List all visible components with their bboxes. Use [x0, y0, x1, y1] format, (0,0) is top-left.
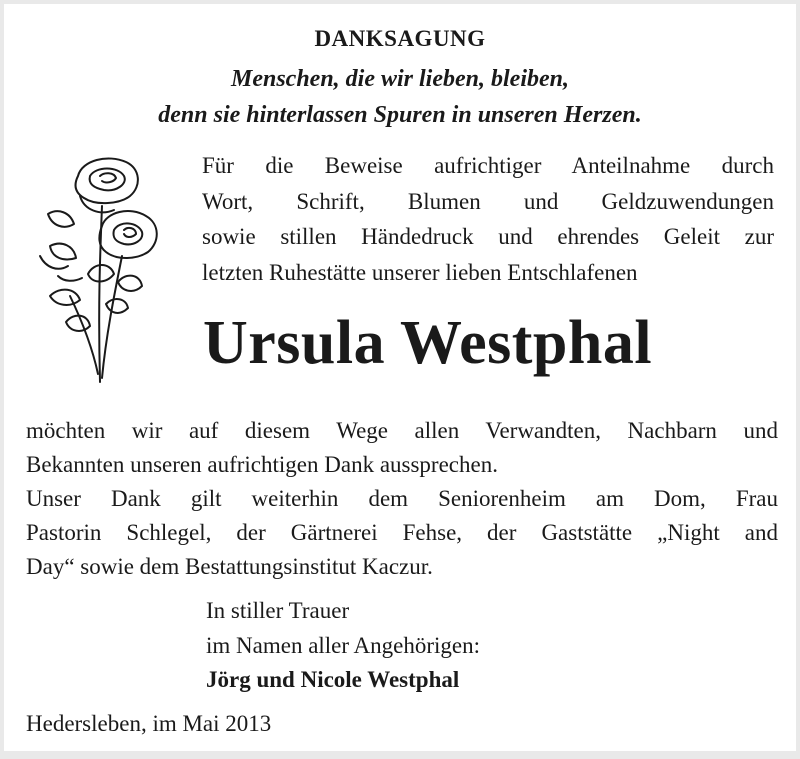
- place-date: Hedersleben, im Mai 2013: [26, 711, 272, 736]
- signoff-names: Jörg und Nicole Westphal: [206, 667, 460, 692]
- body-line-4: Pastorin Schlegel, der Gärtnerei Fehse, der Gaststätte „Night and: [26, 520, 778, 545]
- body-line-2: Bekannten unseren aufrichtigen Dank aussprechen.: [26, 452, 498, 477]
- intro-line-1: Für die Beweise aufrichtiger Anteilnahme durch: [202, 153, 774, 178]
- intro-line-3: sowie stillen Händedruck und ehrendes Geleit zur: [202, 224, 774, 249]
- motto-line-1: Menschen, die wir lieben, bleiben,: [231, 66, 569, 92]
- motto-line-2: denn sie hinterlassen Spuren in unseren Herzen.: [158, 102, 642, 128]
- intro-line-4: letzten Ruhestätte unserer lieben Entschlafenen: [202, 260, 638, 285]
- deceased-name: Ursula Westphal: [203, 309, 653, 377]
- body-line-5: Day“ sowie dem Bestattungsinstitut Kaczur.: [26, 554, 433, 579]
- body-line-3: Unser Dank gilt weiterhin dem Seniorenheim am Dom, Frau: [26, 486, 778, 511]
- roses-icon: [30, 146, 170, 386]
- signoff-line-2: im Namen aller Angehörigen:: [206, 633, 481, 658]
- body-line-1: möchten wir auf diesem Wege allen Verwandten, Nachbarn und: [26, 418, 778, 443]
- signoff-line-1: In stiller Trauer: [206, 598, 350, 623]
- notice-heading: DANKSAGUNG: [314, 26, 486, 51]
- obituary-notice: [4, 4, 796, 751]
- intro-line-2: Wort, Schrift, Blumen und Geldzuwendungen: [202, 189, 774, 214]
